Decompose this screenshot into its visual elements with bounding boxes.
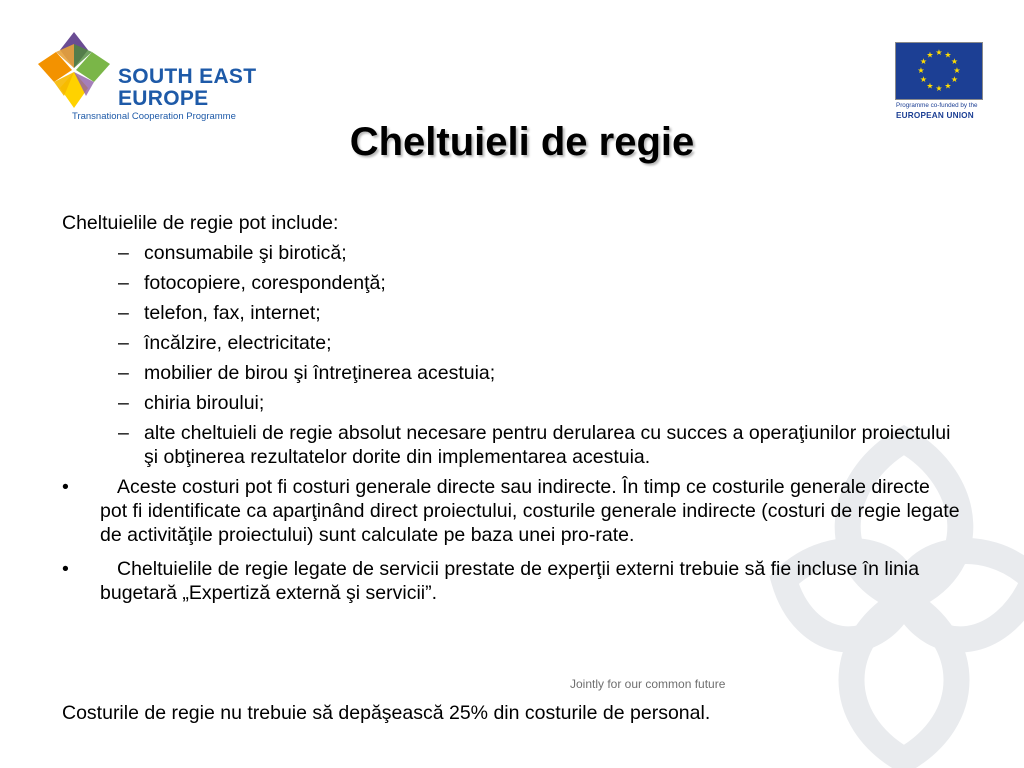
svg-text:★: ★ (926, 81, 934, 91)
eu-cofunded-label: Programme co-funded by the (896, 102, 978, 109)
bullet-item-text: Aceste costuri pot fi costuri generale directe sau indirecte. În timp ce costurile generale directe pot fi identificate ca aparţinând direct proiectului, costurile generale indirecte (costuri de regie legate de activităţile proiectului) sunt calculate pe baza unei pro-rate. (100, 476, 960, 546)
list-item (62, 361, 962, 385)
list-item-text: consumabile şi birotică; (144, 242, 347, 264)
eu-logo (895, 42, 985, 122)
list-item (62, 421, 962, 469)
list-item (62, 331, 962, 355)
svg-text:★: ★ (919, 75, 928, 84)
svg-text:★: ★ (950, 57, 959, 66)
eu-name-label: EUROPEAN UNION (896, 111, 974, 120)
list-item (62, 391, 962, 415)
svg-text:★: ★ (919, 57, 928, 66)
list-item (62, 271, 962, 295)
svg-text:★: ★ (935, 48, 943, 57)
list-item-text: mobilier de birou şi întreţinerea acestuia; (144, 362, 496, 384)
bullet-item (62, 557, 962, 605)
svg-text:★: ★ (926, 50, 934, 60)
dash-marker: – (118, 242, 129, 264)
bullet-item-text: Cheltuielile de regie legate de servicii prestate de experţii externi trebuie să fie incluse în linia bugetară „Expertiză externă şi servicii”. (100, 558, 920, 604)
see-logo-line1: SOUTH EAST (118, 65, 257, 88)
slide-body (62, 211, 962, 615)
svg-text:★: ★ (935, 84, 943, 93)
svg-text:★: ★ (953, 66, 961, 75)
see-programme-logo (34, 30, 274, 122)
dash-marker: – (118, 422, 129, 444)
list-item-text: alte cheltuieli de regie absolut necesare pentru derularea cu succes a operaţiunilor proiectului şi obţinerea rezultatelor dorite din implementarea acestuia. (144, 422, 951, 468)
svg-text:★: ★ (944, 50, 952, 60)
eu-flag-icon (895, 42, 983, 100)
bullet-list (62, 475, 962, 605)
see-flower-icon (34, 30, 114, 110)
svg-text:★: ★ (950, 75, 959, 84)
dash-marker: – (118, 302, 129, 324)
svg-text:★: ★ (944, 81, 952, 91)
list-item-text: telefon, fax, internet; (144, 302, 321, 324)
see-logo-line2: EUROPE (118, 87, 209, 110)
list-item-text: încălzire, electricitate; (144, 332, 332, 354)
list-item (62, 241, 962, 265)
closing-statement: Costurile de regie nu trebuie să depăşească 25% din costurile de personal. (62, 702, 711, 724)
list-item-text: chiria biroului; (144, 392, 265, 414)
footer-tagline: Jointly for our common future (570, 677, 726, 691)
bullet-item (62, 475, 962, 547)
svg-text:★: ★ (917, 66, 925, 75)
list-item-text: fotocopiere, corespondenţă; (144, 272, 386, 294)
slide-title: Cheltuieli de regie (349, 120, 695, 164)
dash-marker: – (118, 362, 129, 384)
bullet-marker: • (62, 558, 69, 580)
intro-text: Cheltuielile de regie pot include: (62, 212, 339, 234)
dash-marker: – (118, 272, 129, 294)
bullet-marker: • (62, 476, 69, 498)
list-item (62, 301, 962, 325)
eu-stars-icon (896, 43, 982, 99)
see-logo-tagline: Transnational Cooperation Programme (72, 111, 236, 122)
dash-marker: – (118, 332, 129, 354)
overhead-cost-list (62, 241, 962, 469)
dash-marker: – (118, 392, 129, 414)
